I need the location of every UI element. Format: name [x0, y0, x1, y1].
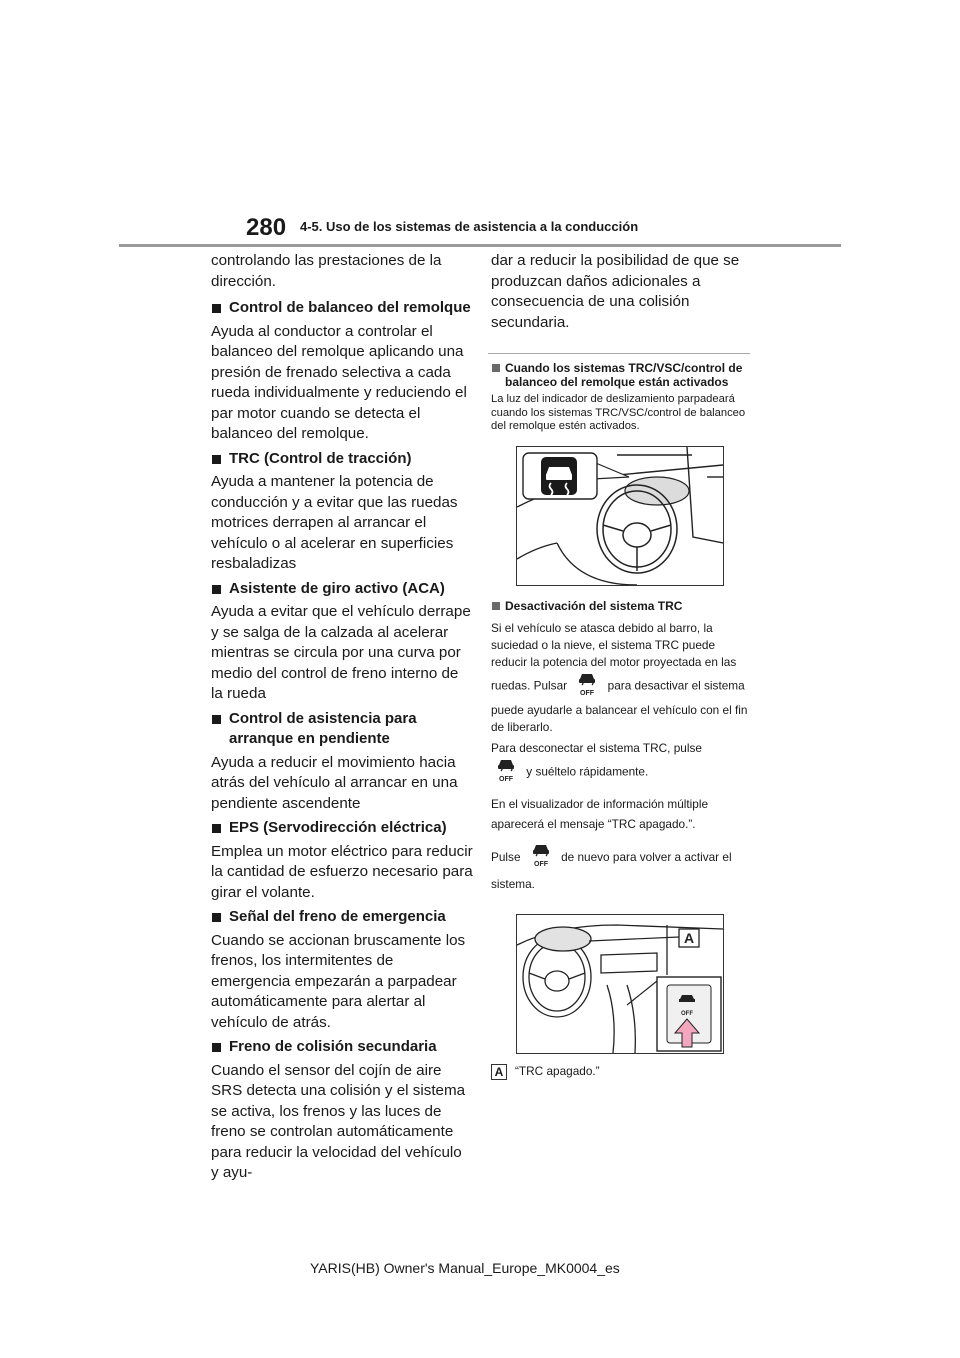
note-divider [488, 353, 750, 354]
section-heading: EPS (Servodirección eléctrica) [211, 818, 473, 839]
vsc-off-button-icon [530, 842, 552, 874]
vsc-off-button-icon [495, 757, 517, 788]
section-body: Cuando el sensor del cojín de aire SRS detecta una colisión y el sistema se activa, los frenos y las luces de freno se controlan automáticamente para reducir la velocidad del vehículo y ayu- [211, 1061, 466, 1181]
caption-label-a: A [491, 1064, 507, 1080]
continuation-text: dar a reducir la posibilidad de que se produzcan daños adicionales a consecuencia de una colisión secundaria. [491, 252, 740, 331]
note-heading: Cuando los sistemas TRC/VSC/control de balanceo del remolque están activados [491, 362, 751, 389]
trc-deactivation-section [491, 600, 753, 894]
bullet-square-icon [492, 364, 500, 372]
note-body: La luz del indicador de deslizamiento parpadeará cuando los sistemas TRC/VSC/control de balanceo del remolque estén activados. [491, 393, 746, 432]
section-heading: Control de asistencia para arranque en pendiente [211, 709, 473, 750]
header-rule [119, 244, 841, 247]
bullet-square-icon [212, 913, 221, 922]
trc-switch-figure [516, 914, 724, 1054]
bullet-square-icon [212, 585, 221, 594]
section-heading: Freno de colisión secundaria [211, 1037, 473, 1058]
bullet-square-icon [212, 304, 221, 313]
section-body: Cuando se accionan bruscamente los frenos, los intermitentes de emergencia empezarán a parpadear automáticamente para alertar al vehículo de atrás. [211, 931, 466, 1031]
vsc-off-button-icon [576, 671, 598, 702]
svg-text:OFF: OFF [580, 689, 595, 697]
header-title: 4-5. Uso de los sistemas de asistencia a la conducción [300, 219, 639, 234]
bullet-square-icon [212, 824, 221, 833]
dashboard-illustration [517, 447, 723, 585]
section-body: Ayuda a reducir el movimiento hacia atrás del vehículo al arrancar en una pendiente ascendente [211, 753, 458, 812]
bullet-square-icon [492, 602, 500, 610]
section-heading: TRC (Control de tracción) [211, 449, 473, 470]
svg-text:OFF: OFF [681, 1011, 693, 1017]
svg-text:OFF: OFF [533, 860, 548, 868]
trc-paragraph-3: En el visualizador de información múltiple aparecerá el mensaje “TRC apagado.”. [491, 796, 709, 831]
section-heading: Asistente de giro activo (ACA) [211, 579, 473, 600]
switch-location-illustration [517, 915, 723, 1053]
figure-label-a: A [683, 930, 695, 946]
svg-text:OFF: OFF [499, 775, 513, 783]
intro-text: controlando las prestaciones de la dirección. [211, 252, 442, 290]
figure-caption: A “TRC apagado.” [491, 1063, 600, 1080]
bullet-square-icon [212, 455, 221, 464]
page-number: 280 [246, 214, 287, 241]
section-body: Ayuda a evitar que el vehículo derrape y se salga de la calzada al acelerar mientras se circula por una curva por medio del control de freno interno de la rueda [211, 603, 471, 702]
section-body: Ayuda al conductor a controlar el balanceo del remolque aplicando una presión de frenado selectiva a cada rueda individualmente y reduciendo el par motor cuando se detecta el balanceo del remolque. [211, 322, 467, 442]
bullet-square-icon [212, 715, 221, 724]
section-heading: Control de balanceo del remolque [211, 298, 473, 319]
trc-paragraph-2: Para desconectar el sistema TRC, pulse OFF y suéltelo rápidamente. [491, 740, 753, 788]
bullet-square-icon [212, 1043, 221, 1052]
right-column [491, 251, 751, 434]
footer-text: YARIS(HB) Owner's Manual_Europe_MK0004_es [310, 1260, 620, 1276]
section-body: Ayuda a mantener la potencia de conducción y a evitar que las ruedas motrices derrapen al arrancar el vehículo o al acelerar en superficies resbaladizas [211, 473, 458, 572]
slip-indicator-figure [516, 446, 724, 586]
trc-paragraph-1: Si el vehículo se atasca debido al barro, la suciedad o la nieve, el sistema TRC puede reducir la potencia del motor proyectada en las ruedas. Pulsar OFF para desactivar el sistema puede ayudarle a balancear el vehículo con el fin de liberarlo. [491, 620, 748, 734]
note-heading: Desactivación del sistema TRC [491, 600, 753, 614]
trc-paragraph-4: Pulse OFF de nuevo para volver a activar el sistema. [491, 842, 753, 894]
section-body: Emplea un motor eléctrico para reducir la cantidad de esfuerzo necesario para girar el volante. [211, 842, 473, 901]
section-heading: Señal del freno de emergencia [211, 907, 473, 928]
left-column [211, 251, 473, 1188]
